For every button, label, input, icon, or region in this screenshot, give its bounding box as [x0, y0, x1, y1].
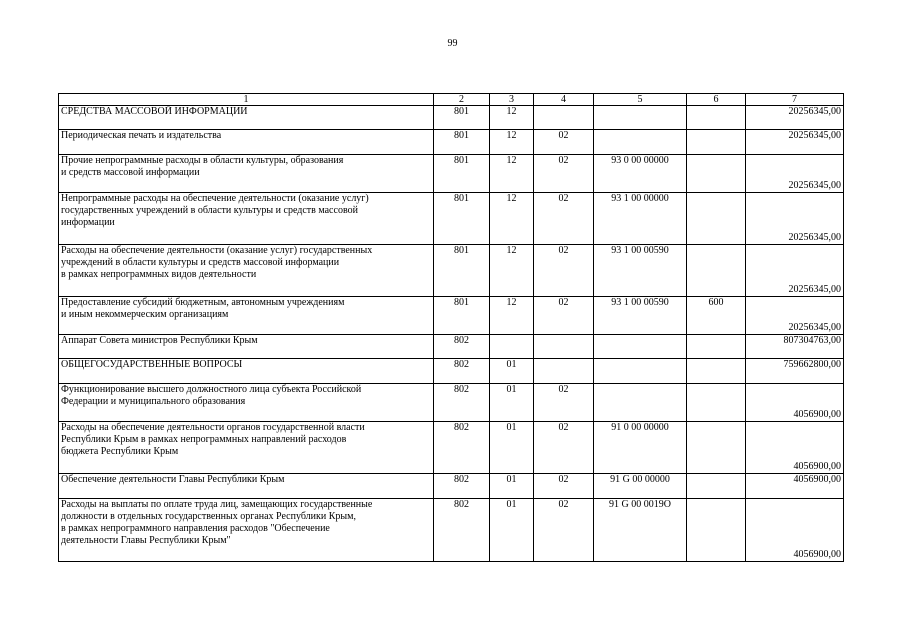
table-body — [59, 106, 844, 562]
cell-c6 — [687, 499, 746, 562]
page-number: 99 — [447, 38, 458, 49]
cell-c6 — [687, 130, 746, 155]
cell-c5: 93 1 00 00000 — [594, 193, 687, 245]
cell-c4 — [534, 106, 594, 130]
cell-name-line: учреждений в области культуры и средств массовой информации — [61, 257, 340, 268]
table-row — [59, 106, 844, 130]
cell-c2: 802 — [434, 499, 490, 562]
cell-c2: 802 — [434, 384, 490, 422]
cell-c3: 01 — [490, 359, 534, 384]
cell-name-line: деятельности Главы Республики Крым" — [61, 535, 231, 546]
cell-amount: 20256345,00 — [746, 297, 844, 335]
cell-amount: 4056900,00 — [746, 499, 844, 562]
cell-name — [59, 359, 434, 384]
cell-c6: 600 — [687, 297, 746, 335]
cell-name-line: Периодическая печать и издательства — [61, 130, 222, 141]
cell-name-line: Прочие непрограммные расходы в области культуры, образования — [61, 155, 344, 166]
table-row — [59, 193, 844, 245]
cell-c4: 02 — [534, 499, 594, 562]
header-col-3: 3 — [490, 94, 534, 106]
cell-c4 — [534, 359, 594, 384]
cell-amount: 759662800,00 — [746, 359, 844, 384]
cell-name — [59, 193, 434, 245]
cell-c2: 801 — [434, 297, 490, 335]
cell-c2: 802 — [434, 335, 490, 359]
cell-c5: 93 0 00 00000 — [594, 155, 687, 193]
cell-c5 — [594, 384, 687, 422]
table-row — [59, 297, 844, 335]
cell-c6 — [687, 106, 746, 130]
cell-c3: 12 — [490, 155, 534, 193]
cell-name-line: Расходы на обеспечение деятельности (оказание услуг) государственных — [61, 245, 373, 256]
cell-c3: 12 — [490, 193, 534, 245]
cell-name-line: Расходы на выплаты по оплате труда лиц, замещающих государственные — [61, 499, 373, 510]
cell-name — [59, 155, 434, 193]
cell-c3 — [490, 335, 534, 359]
cell-name — [59, 245, 434, 297]
cell-c4: 02 — [534, 155, 594, 193]
header-col-2: 2 — [434, 94, 490, 106]
header-col-1: 1 — [59, 94, 434, 106]
cell-name-line: в рамках непрограммного направления расходов "Обеспечение — [61, 523, 330, 534]
cell-c5: 93 1 00 00590 — [594, 245, 687, 297]
cell-c5 — [594, 130, 687, 155]
table-row — [59, 155, 844, 193]
cell-c6 — [687, 359, 746, 384]
cell-name-line: ОБЩЕГОСУДАРСТВЕННЫЕ ВОПРОСЫ — [61, 359, 243, 370]
cell-c6 — [687, 193, 746, 245]
cell-c5 — [594, 106, 687, 130]
cell-c3: 01 — [490, 384, 534, 422]
cell-c5: 91 G 00 00000 — [594, 474, 687, 499]
cell-c5: 91 0 00 00000 — [594, 422, 687, 474]
table-row — [59, 474, 844, 499]
cell-c2: 801 — [434, 106, 490, 130]
cell-amount: 20256345,00 — [746, 245, 844, 297]
cell-c4: 02 — [534, 193, 594, 245]
cell-name-line: Функционирование высшего должностного лица субъекта Российской — [61, 384, 362, 395]
cell-c4: 02 — [534, 422, 594, 474]
cell-c3: 01 — [490, 474, 534, 499]
cell-name — [59, 106, 434, 130]
cell-c2: 802 — [434, 422, 490, 474]
cell-name-line: Расходы на обеспечение деятельности органов государственной власти — [61, 422, 365, 433]
cell-name — [59, 422, 434, 474]
cell-c3: 12 — [490, 130, 534, 155]
cell-c5 — [594, 359, 687, 384]
cell-c2: 802 — [434, 474, 490, 499]
cell-c4 — [534, 335, 594, 359]
cell-amount: 4056900,00 — [746, 384, 844, 422]
cell-c6 — [687, 474, 746, 499]
cell-c5: 93 1 00 00590 — [594, 297, 687, 335]
cell-name — [59, 130, 434, 155]
cell-c2: 802 — [434, 359, 490, 384]
cell-c5 — [594, 335, 687, 359]
cell-amount: 807304763,00 — [746, 335, 844, 359]
cell-name-line: Федерации и муниципального образования — [61, 396, 246, 407]
cell-amount: 4056900,00 — [746, 474, 844, 499]
cell-c2: 801 — [434, 155, 490, 193]
cell-name-line: и средств массовой информации — [61, 167, 200, 178]
cell-amount: 20256345,00 — [746, 193, 844, 245]
cell-c5: 91 G 00 0019O — [594, 499, 687, 562]
table-row — [59, 499, 844, 562]
cell-name-line: Предоставление субсидий бюджетным, автономным учреждениям — [61, 297, 345, 308]
cell-c4: 02 — [534, 474, 594, 499]
cell-c3: 01 — [490, 422, 534, 474]
cell-name — [59, 297, 434, 335]
cell-name — [59, 499, 434, 562]
cell-c6 — [687, 384, 746, 422]
cell-name-line: Аппарат Совета министров Республики Крым — [61, 335, 258, 346]
cell-amount: 20256345,00 — [746, 106, 844, 130]
cell-c6 — [687, 155, 746, 193]
table-row — [59, 359, 844, 384]
cell-amount: 20256345,00 — [746, 155, 844, 193]
cell-c4: 02 — [534, 130, 594, 155]
cell-c4: 02 — [534, 297, 594, 335]
table-header-row — [59, 94, 844, 106]
table-row — [59, 245, 844, 297]
cell-name-line: и иным некоммерческим организациям — [61, 309, 229, 320]
table-row — [59, 384, 844, 422]
table-row — [59, 422, 844, 474]
budget-table — [58, 93, 844, 562]
cell-c2: 801 — [434, 193, 490, 245]
cell-amount: 4056900,00 — [746, 422, 844, 474]
header-col-6: 6 — [687, 94, 746, 106]
cell-name-line: в рамках непрограммных видов деятельности — [61, 269, 257, 280]
table-row — [59, 335, 844, 359]
cell-name-line: бюджета Республики Крым — [61, 446, 179, 457]
cell-name-line: информации — [61, 217, 115, 228]
cell-name-line: СРЕДСТВА МАССОВОЙ ИНФОРМАЦИИ — [61, 106, 248, 117]
cell-name-line: Республики Крым в рамках непрограммных направлений расходов — [61, 434, 347, 445]
cell-name — [59, 474, 434, 499]
cell-name-line: Обеспечение деятельности Главы Республики Крым — [61, 474, 285, 485]
cell-c3: 12 — [490, 106, 534, 130]
cell-name — [59, 335, 434, 359]
cell-c4: 02 — [534, 384, 594, 422]
cell-c4: 02 — [534, 245, 594, 297]
header-col-7: 7 — [746, 94, 844, 106]
cell-name-line: Непрограммные расходы на обеспечение деятельности (оказание услуг) — [61, 193, 369, 204]
header-col-4: 4 — [534, 94, 594, 106]
cell-c2: 801 — [434, 245, 490, 297]
cell-c6 — [687, 245, 746, 297]
cell-name-line: должности в отдельных государственных органах Республики Крым, — [61, 511, 356, 522]
cell-c6 — [687, 335, 746, 359]
cell-name — [59, 384, 434, 422]
cell-name-line: государственных учреждений в области культуры и средств массовой — [61, 205, 358, 216]
table-row — [59, 130, 844, 155]
cell-c3: 12 — [490, 297, 534, 335]
cell-c6 — [687, 422, 746, 474]
cell-c2: 801 — [434, 130, 490, 155]
cell-c3: 01 — [490, 499, 534, 562]
header-col-5: 5 — [594, 94, 687, 106]
cell-amount: 20256345,00 — [746, 130, 844, 155]
cell-c3: 12 — [490, 245, 534, 297]
